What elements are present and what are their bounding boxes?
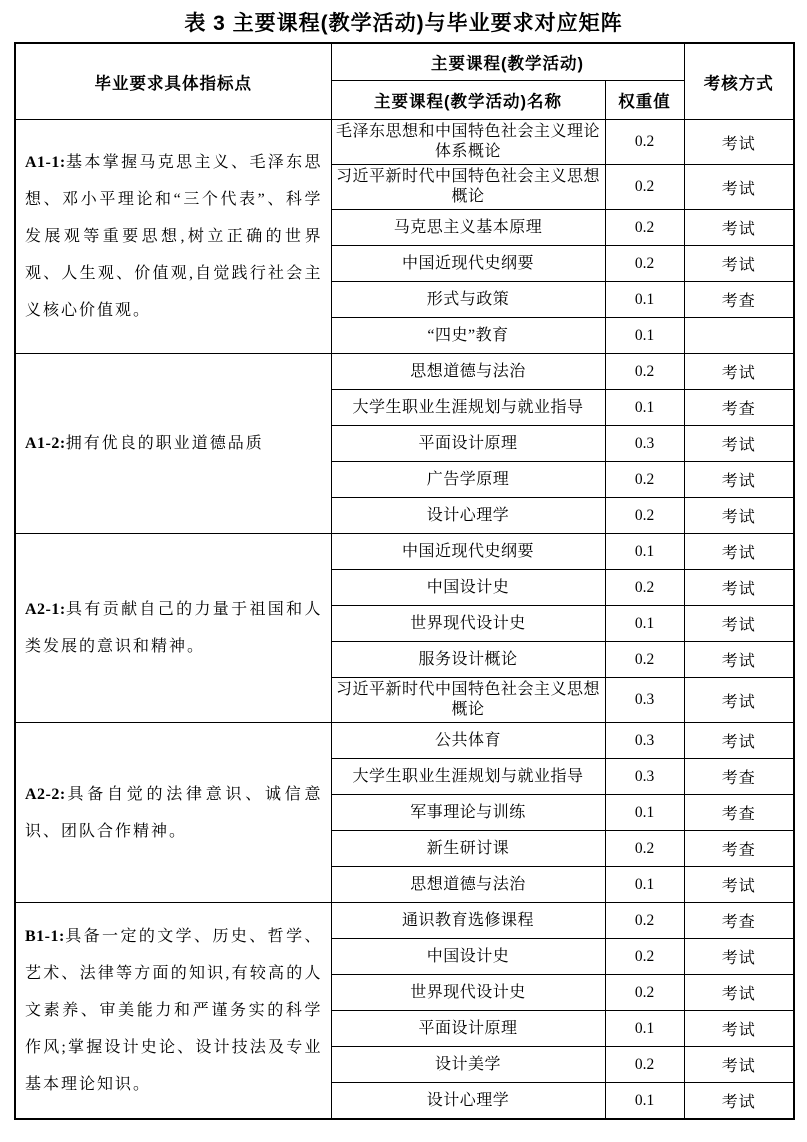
assessment-cell: 考试 xyxy=(684,498,794,534)
indicator-text: 具有贡献自己的力量于祖国和人类发展的意识和精神。 xyxy=(25,601,323,655)
assessment-cell: 考试 xyxy=(684,606,794,642)
course-name-cell: 形式与政策 xyxy=(331,282,605,318)
assessment-cell: 考试 xyxy=(684,723,794,759)
weight-cell: 0.3 xyxy=(605,759,684,795)
weight-cell: 0.2 xyxy=(605,498,684,534)
indicator-cell-a1-2 xyxy=(15,354,331,534)
indicator-cell-a1-1 xyxy=(15,120,331,354)
header-course-name: 主要课程(教学活动)名称 xyxy=(331,81,605,120)
weight-cell: 0.2 xyxy=(605,165,684,210)
course-name-cell: 毛泽东思想和中国特色社会主义理论体系概论 xyxy=(331,120,605,165)
indicator-text: 基本掌握马克思主义、毛泽东思想、邓小平理论和“三个代表”、科学发展观等重要思想,树立正确的世界观、人生观、价值观,自觉践行社会主义核心价值观。 xyxy=(25,154,323,319)
weight-cell: 0.3 xyxy=(605,678,684,723)
assessment-cell: 考查 xyxy=(684,795,794,831)
course-name-cell: 思想道德与法治 xyxy=(331,354,605,390)
weight-cell: 0.2 xyxy=(605,354,684,390)
course-requirement-matrix-table xyxy=(14,42,795,1120)
course-name-cell: 平面设计原理 xyxy=(331,426,605,462)
assessment-cell: 考查 xyxy=(684,759,794,795)
indicator-cell-a2-1 xyxy=(15,534,331,723)
table-row xyxy=(15,534,794,570)
indicator-cell-b1-1 xyxy=(15,903,331,1120)
assessment-cell: 考试 xyxy=(684,1011,794,1047)
assessment-cell: 考查 xyxy=(684,282,794,318)
weight-cell: 0.2 xyxy=(605,1047,684,1083)
weight-cell: 0.1 xyxy=(605,390,684,426)
table-row xyxy=(15,354,794,390)
course-name-cell: 中国设计史 xyxy=(331,570,605,606)
course-name-cell: “四史”教育 xyxy=(331,318,605,354)
assessment-cell: 考试 xyxy=(684,426,794,462)
assessment-cell: 考试 xyxy=(684,534,794,570)
course-name-cell: 广告学原理 xyxy=(331,462,605,498)
table-row xyxy=(15,903,794,939)
indicator-text: 具备自觉的法律意识、诚信意识、团队合作精神。 xyxy=(25,785,323,840)
indicator-label: A1-1: xyxy=(25,154,66,171)
course-name-cell: 马克思主义基本原理 xyxy=(331,210,605,246)
assessment-cell: 考试 xyxy=(684,120,794,165)
assessment-cell: 考试 xyxy=(684,462,794,498)
assessment-cell: 考试 xyxy=(684,642,794,678)
assessment-cell: 考试 xyxy=(684,1047,794,1083)
weight-cell: 0.1 xyxy=(605,867,684,903)
weight-cell: 0.1 xyxy=(605,1011,684,1047)
assessment-cell: 考试 xyxy=(684,678,794,723)
course-name-cell: 通识教育选修课程 xyxy=(331,903,605,939)
course-name-cell: 设计心理学 xyxy=(331,498,605,534)
assessment-cell: 考试 xyxy=(684,570,794,606)
indicator-label: A1-2: xyxy=(25,435,66,452)
course-name-cell: 世界现代设计史 xyxy=(331,975,605,1011)
weight-cell: 0.1 xyxy=(605,318,684,354)
weight-cell: 0.2 xyxy=(605,642,684,678)
course-name-cell: 思想道德与法治 xyxy=(331,867,605,903)
indicator-label: B1-1: xyxy=(25,928,65,945)
course-name-cell: 设计美学 xyxy=(331,1047,605,1083)
course-name-cell: 大学生职业生涯规划与就业指导 xyxy=(331,390,605,426)
indicator-text: 拥有优良的职业道德品质 xyxy=(65,435,264,452)
course-name-cell: 设计心理学 xyxy=(331,1083,605,1120)
weight-cell: 0.3 xyxy=(605,723,684,759)
course-name-cell: 大学生职业生涯规划与就业指导 xyxy=(331,759,605,795)
weight-cell: 0.2 xyxy=(605,462,684,498)
indicator-text: 具备一定的文学、历史、哲学、艺术、法律等方面的知识,有较高的人文素养、审美能力和严谨务实的科学作风;掌握设计史论、设计技法及专业基本理论知识。 xyxy=(25,928,323,1093)
assessment-cell: 考查 xyxy=(684,831,794,867)
assessment-cell: 考试 xyxy=(684,210,794,246)
assessment-cell: 考试 xyxy=(684,1083,794,1120)
course-name-cell: 平面设计原理 xyxy=(331,1011,605,1047)
table-row xyxy=(15,723,794,759)
weight-cell: 0.1 xyxy=(605,534,684,570)
assessment-cell: 考查 xyxy=(684,903,794,939)
weight-cell: 0.2 xyxy=(605,831,684,867)
indicator-label: A2-1: xyxy=(25,601,66,618)
weight-cell: 0.1 xyxy=(605,1083,684,1120)
weight-cell: 0.2 xyxy=(605,120,684,165)
weight-cell: 0.1 xyxy=(605,606,684,642)
assessment-cell: 考试 xyxy=(684,354,794,390)
header-indicator: 毕业要求具体指标点 xyxy=(15,43,331,120)
weight-cell: 0.2 xyxy=(605,570,684,606)
assessment-cell: 考试 xyxy=(684,165,794,210)
course-name-cell: 中国近现代史纲要 xyxy=(331,246,605,282)
course-name-cell: 新生研讨课 xyxy=(331,831,605,867)
course-name-cell: 中国设计史 xyxy=(331,939,605,975)
course-name-cell: 习近平新时代中国特色社会主义思想概论 xyxy=(331,678,605,723)
course-name-cell: 世界现代设计史 xyxy=(331,606,605,642)
indicator-cell-a2-2 xyxy=(15,723,331,903)
weight-cell: 0.3 xyxy=(605,426,684,462)
page-title: 表 3 主要课程(教学活动)与毕业要求对应矩阵 xyxy=(184,12,623,35)
header-row-top xyxy=(15,43,794,81)
assessment-cell: 考试 xyxy=(684,246,794,282)
assessment-cell xyxy=(684,318,794,354)
weight-cell: 0.2 xyxy=(605,903,684,939)
assessment-cell: 考查 xyxy=(684,390,794,426)
assessment-cell: 考试 xyxy=(684,939,794,975)
course-name-cell: 服务设计概论 xyxy=(331,642,605,678)
course-name-cell: 习近平新时代中国特色社会主义思想概论 xyxy=(331,165,605,210)
weight-cell: 0.2 xyxy=(605,210,684,246)
weight-cell: 0.1 xyxy=(605,795,684,831)
weight-cell: 0.2 xyxy=(605,939,684,975)
indicator-label: A2-2: xyxy=(25,785,66,803)
course-name-cell: 公共体育 xyxy=(331,723,605,759)
header-weight: 权重值 xyxy=(605,81,684,120)
header-assessment: 考核方式 xyxy=(684,43,794,120)
course-name-cell: 中国近现代史纲要 xyxy=(331,534,605,570)
weight-cell: 0.2 xyxy=(605,975,684,1011)
table-row xyxy=(15,120,794,165)
assessment-cell: 考试 xyxy=(684,975,794,1011)
weight-cell: 0.1 xyxy=(605,282,684,318)
header-course-group: 主要课程(教学活动) xyxy=(331,43,684,81)
course-name-cell: 军事理论与训练 xyxy=(331,795,605,831)
assessment-cell: 考试 xyxy=(684,867,794,903)
weight-cell: 0.2 xyxy=(605,246,684,282)
